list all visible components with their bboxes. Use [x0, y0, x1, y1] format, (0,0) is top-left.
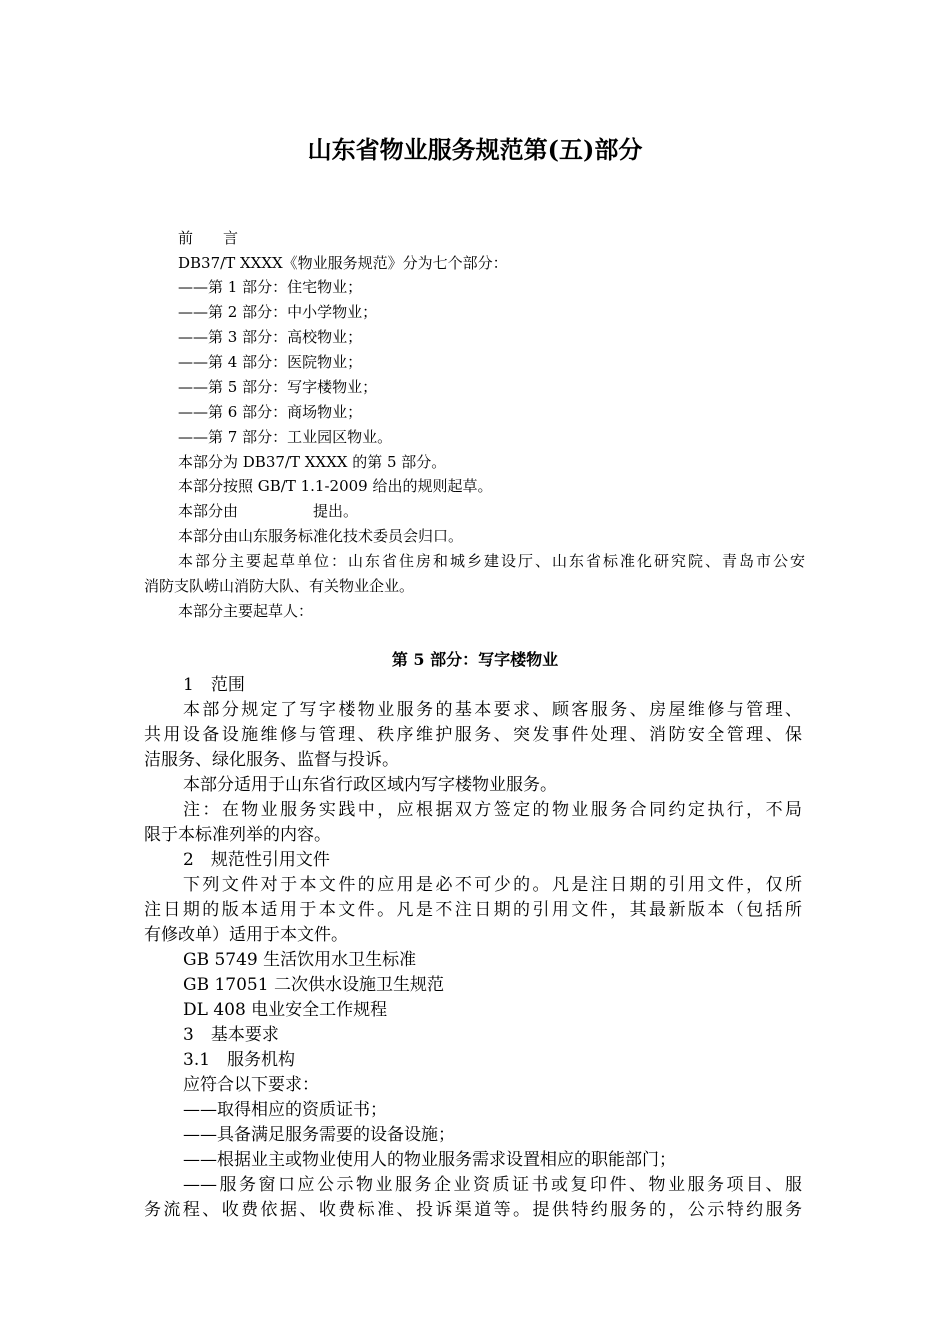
reference-item: GB 5749 生活饮用水卫生标准 [183, 950, 417, 970]
foreword-heading: 前 言 [178, 229, 239, 247]
section-heading: 2 规范性引用文件 [183, 850, 330, 870]
part-list-item: ——第 4 部分：医院物业； [178, 353, 363, 371]
list-item: ——服务窗口应公示物业服务企业资质证书或复印件、物业服务项目、服 [183, 1175, 802, 1195]
paragraph-line: 下列文件对于本文件的应用是必不可少的。凡是注日期的引用文件，仅所 [183, 875, 802, 895]
part-list-item: ——第 7 部分：工业园区物业。 [178, 428, 393, 446]
part-list-item: ——第 1 部分：住宅物业； [178, 278, 363, 296]
foreword-note: 本部分按照 GB/T 1.1-2009 给出的规则起草。 [178, 477, 493, 495]
drafting-units: 本部分主要起草单位：山东省住房和城乡建设厅、山东省标准化研究院、青岛市公安 [178, 552, 805, 570]
part-list-item: ——第 6 部分：商场物业； [178, 403, 363, 421]
foreword-note: 本部分由 提出。 [178, 502, 359, 520]
list-item: ——具备满足服务需要的设备设施； [183, 1125, 455, 1145]
part-list-item: ——第 5 部分：写字楼物业； [178, 378, 378, 396]
list-item: ——取得相应的资质证书； [183, 1100, 387, 1120]
foreword-note: 本部分为 DB37/T XXXX 的第 5 部分。 [178, 453, 447, 471]
reference-item: GB 17051 二次供水设施卫生规范 [183, 975, 444, 995]
paragraph-line: 洁服务、绿化服务、监督与投诉。 [144, 750, 399, 770]
paragraph-line: 本部分适用于山东省行政区域内写字楼物业服务。 [183, 775, 557, 795]
note-line: 注：在物业服务实践中，应根据双方签定的物业服务合同约定执行，不局 [183, 800, 802, 820]
foreword-note: 本部分由山东服务标准化技术委员会归口。 [178, 527, 464, 545]
paragraph-line: 注日期的版本适用于本文件。凡是不注日期的引用文件，其最新版本（包括所 [144, 900, 802, 920]
foreword-intro: DB37/T XXXX《物业服务规范》分为七个部分： [178, 254, 508, 272]
part-list-item: ——第 2 部分：中小学物业； [178, 303, 378, 321]
document-title: 山东省物业服务规范第(五)部分 [307, 135, 643, 164]
note-line: 限于本标准列举的内容。 [144, 825, 331, 845]
section-heading: 1 范围 [183, 675, 245, 695]
reference-item: DL 408 电业安全工作规程 [183, 1000, 388, 1020]
paragraph-line: 有修改单）适用于本文件。 [144, 925, 348, 945]
part5-heading: 第 5 部分：写字楼物业 [391, 650, 559, 669]
list-item-cont: 务流程、收费依据、收费标准、投诉渠道等。提供特约服务的，公示特约服务 [144, 1200, 802, 1220]
part-list-item: ——第 3 部分：高校物业； [178, 328, 363, 346]
section-heading: 3 基本要求 [183, 1025, 279, 1045]
paragraph-line: 应符合以下要求： [183, 1075, 319, 1095]
paragraph-line: 共用设备设施维修与管理、秩序维护服务、突发事件处理、消防安全管理、保 [144, 725, 802, 745]
subsection-heading: 3.1 服务机构 [183, 1050, 296, 1070]
drafting-units-cont: 消防支队崂山消防大队、有关物业企业。 [144, 577, 415, 595]
list-item: ——根据业主或物业使用人的物业服务需求设置相应的职能部门； [183, 1150, 676, 1170]
paragraph-line: 本部分规定了写字楼物业服务的基本要求、顾客服务、房屋维修与管理、 [183, 700, 802, 720]
drafters: 本部分主要起草人： [178, 602, 314, 620]
